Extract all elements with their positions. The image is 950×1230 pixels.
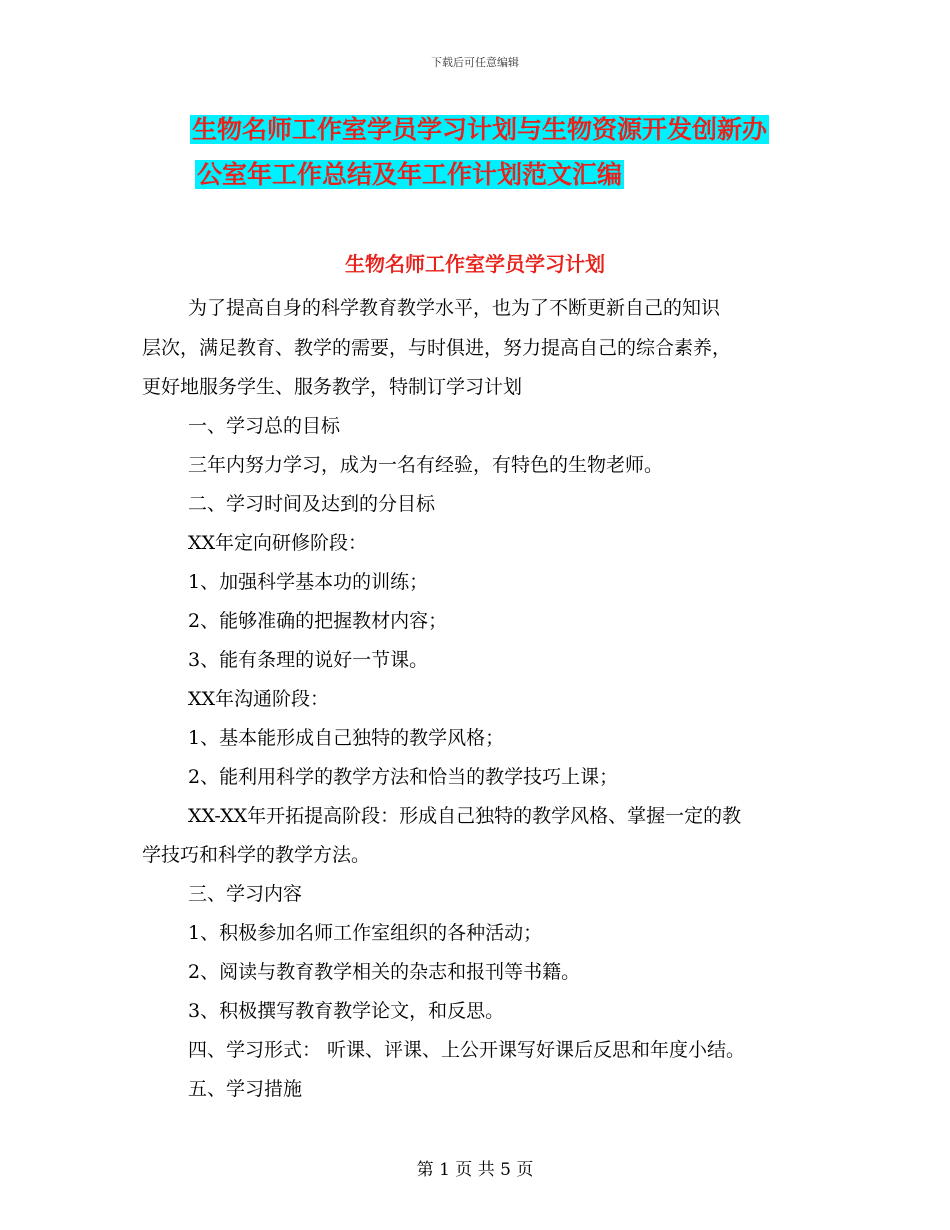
body-line: 3、能有条理的说好一节课。 xyxy=(188,649,429,671)
body-line: 1、基本能形成自己独特的教学风格； xyxy=(188,727,505,749)
body-line: 五、学习措施 xyxy=(188,1078,303,1100)
body-line: 2、能利用科学的教学方法和恰当的教学技巧上课； xyxy=(188,766,619,788)
body-line: 三、学习内容 xyxy=(188,883,303,905)
body-line: 二、学习时间及达到的分目标 xyxy=(188,493,436,515)
body-line: 3、积极撰写教育教学论文，和反思。 xyxy=(188,1000,505,1022)
header-note: 下载后可任意编辑 xyxy=(431,56,519,69)
section-title: 生物名师工作室学员学习计划 xyxy=(345,252,605,276)
body-line: 2、能够准确的把握教材内容； xyxy=(188,610,448,632)
body-line: 一、学习总的目标 xyxy=(188,415,341,437)
document-title-line-2: 公室年工作总结及年工作计划范文汇编 xyxy=(197,160,623,189)
page-footer: 第 1 页 共 5 页 xyxy=(416,1160,534,1180)
document-title-line-1: 生物名师工作室学员学习计划与生物资源开发创新办 xyxy=(192,115,768,144)
body-line: XX年定向研修阶段： xyxy=(188,532,368,554)
body-line: 为了提高自身的科学教育教学水平，也为了不断更新自己的知识 xyxy=(188,297,721,319)
body-line: 2、阅读与教育教学相关的杂志和报刊等书籍。 xyxy=(188,961,581,983)
body-line: XX年沟通阶段： xyxy=(188,688,330,710)
body-line: 学技巧和科学的教学方法。 xyxy=(142,844,371,866)
body-line: 三年内努力学习，成为一名有经验，有特色的生物老师。 xyxy=(188,454,664,476)
body-line: 1、积极参加名师工作室组织的各种活动； xyxy=(188,922,543,944)
body-line: 1、加强科学基本功的训练； xyxy=(188,571,429,593)
body-line: 更好地服务学生、服务教学，特制订学习计划 xyxy=(142,376,523,398)
body-line: 四、学习形式： 听课、评课、上公开课写好课后反思和年度小结。 xyxy=(188,1039,746,1061)
body-line: XX-XX年开拓提高阶段：形成自己独特的教学风格、掌握一定的教 xyxy=(188,805,742,827)
body-line: 层次，满足教育、教学的需要，与时俱进，努力提高自己的综合素养， xyxy=(142,337,732,359)
